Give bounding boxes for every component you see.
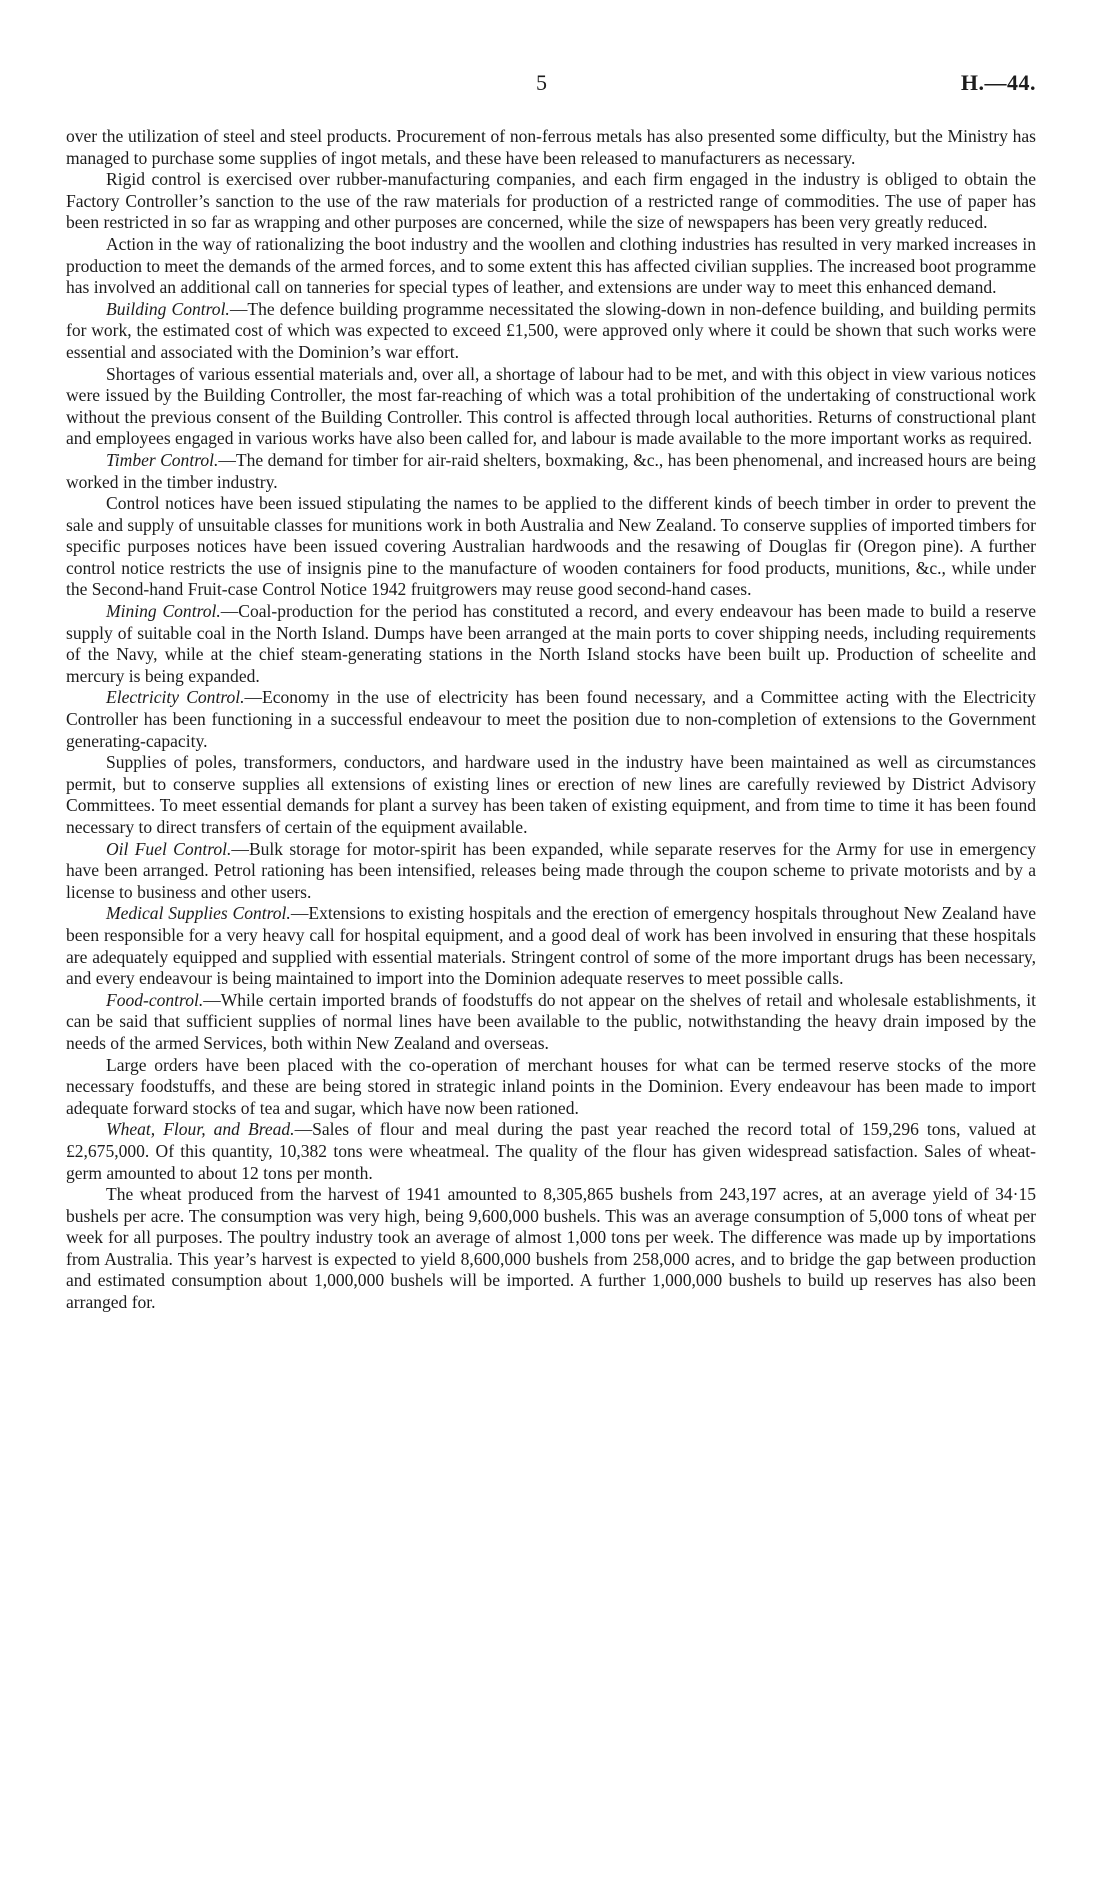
paragraph-heading: Medical Supplies Control. xyxy=(106,903,291,924)
paragraph xyxy=(66,839,1036,904)
page-number: 5 xyxy=(536,70,548,95)
paragraph-text: —Sales of flour and meal during the past year reached the record total of 159,296 tons, valued at £2,675,000. Of this quantity, 10,382 tons were wheatmeal. The quality of the flour has given widespread satisfaction. Sales of wheat-germ amounted to about 12 tons per month. xyxy=(66,1119,1036,1183)
paragraph xyxy=(66,234,1036,299)
paragraph-text: —The demand for timber for air-raid shelters, boxmaking, &c., has been phenomenal, and increased hours are being worked in the timber industry. xyxy=(66,449,1036,492)
paragraph-heading: Electricity Control. xyxy=(106,687,245,708)
paragraph-heading: Wheat, Flour, and Bread. xyxy=(106,1119,295,1140)
paragraph xyxy=(66,493,1036,601)
paragraph xyxy=(66,687,1036,752)
paragraph-text: —While certain imported brands of foodstuffs do not appear on the shelves of retail and wholesale establishments, it can be said that sufficient supplies of normal lines have been available to the public, notwithstanding the heavy drain imposed by the needs of the armed Services, both within New Zealand and overseas. xyxy=(66,989,1036,1053)
paragraph xyxy=(66,752,1036,838)
paragraph-text: over the utilization of steel and steel products. Procurement of non-ferrous metals has also presented some difficulty, but the Ministry has managed to purchase some supplies of ingot metals, and these have been released to manufacturers as necessary. xyxy=(66,126,1036,168)
paragraph-text: —Coal-production for the period has constituted a record, and every endeavour has been made to build a reserve supply of suitable coal in the North Island. Dumps have been arranged at the main ports to cover shipping needs, including requirements of the Navy, while at the chief steam-generating stations in the North Island stocks have been built up. Production of scheelite and mercury is being expanded. xyxy=(66,601,1036,686)
page-header xyxy=(66,70,1036,126)
paragraph xyxy=(66,903,1036,989)
paragraph-heading: Timber Control. xyxy=(106,449,219,470)
paragraph xyxy=(66,1119,1036,1184)
paragraph-text: Control notices have been issued stipulating the names to be applied to the different kinds of beech timber in order to prevent the sale and supply of unsuitable classes for munitions work in both Australia and New Zealand. To conserve supplies of imported timbers for specific purposes notices have been issued covering Australian hardwoods and the resawing of Douglas fir (Oregon pine). A further control notice restricts the use of insignis pine to the manufacture of wooden containers for food products, munitions, &c., while under the Second-hand Fruit-case Control Notice 1942 fruitgrowers may reuse good second-hand cases. xyxy=(66,493,1036,600)
paragraph xyxy=(66,126,1036,169)
paragraph-text: Supplies of poles, transformers, conductors, and hardware used in the industry have been maintained as well as circumstances permit, but to conserve supplies all extensions of existing lines or erection of new lines are carefully reviewed by District Advisory Committees. To meet essential demands for plant a survey has been taken of existing equipment, and from time to time it has been found necessary to direct transfers of certain of the equipment available. xyxy=(66,752,1036,837)
paragraph xyxy=(66,1055,1036,1120)
paragraph xyxy=(66,299,1036,364)
paragraph xyxy=(66,990,1036,1055)
paragraph-text: Rigid control is exercised over rubber-manufacturing companies, and each firm engaged in the industry is obliged to obtain the Factory Controller’s sanction to the use of the raw materials for production of a restricted range of commodities. The use of paper has been restricted in so far as wrapping and other purposes are concerned, while the size of newspapers has been very greatly reduced. xyxy=(66,169,1036,233)
paragraph-heading: Oil Fuel Control. xyxy=(106,838,232,859)
document-reference: H.—44. xyxy=(960,70,1036,95)
paragraph-text: —The defence building programme necessitated the slowing-down in non-defence building, and building permits for work, the estimated cost of which was expected to exceed £1,500, were approved only where it could be shown that such works were essential and associated with the Dominion’s war effort. xyxy=(66,298,1036,362)
paragraph-text: Large orders have been placed with the co-operation of merchant houses for what can be termed reserve stocks of the more necessary foodstuffs, and these are being stored in strategic inland points in the Dominion. Every endeavour has been made to import adequate forward stocks of tea and sugar, which have now been rationed. xyxy=(66,1054,1036,1118)
paragraph-heading: Mining Control. xyxy=(106,601,221,622)
paragraph xyxy=(66,169,1036,234)
body-text xyxy=(66,126,1036,1314)
paragraph-text: Shortages of various essential materials and, over all, a shortage of labour had to be met, and with this object in view various notices were issued by the Building Controller, the most far-reaching of which was a total prohibition of the undertaking of constructional work without the previous consent of the Building Controller. This control is affected through local authorities. Returns of constructional plant and employees engaged in various works have also been called for, and labour is made available to the more important works as required. xyxy=(66,363,1036,449)
paragraph-text: The wheat produced from the harvest of 1941 amounted to 8,305,865 bushels from 243,197 acres, at an average yield of 34·15 bushels per acre. The consumption was very high, being 9,600,000 bushels. This was an average consumption of 5,000 tons of wheat per week for all purposes. The poultry industry took an average of almost 1,000 tons per week. The difference was made up by importations from Australia. This year’s harvest is expected to yield 8,600,000 bushels from 258,000 acres, and to bridge the gap between production and estimated consumption about 1,000,000 bushels will be imported. A further 1,000,000 bushels to build up reserves has also been arranged for. xyxy=(66,1184,1036,1313)
paragraph-heading: Food-control. xyxy=(106,989,204,1010)
paragraph-text: —Extensions to existing hospitals and the erection of emergency hospitals throughout New Zealand have been responsible for a very heavy call for hospital equipment, and a good deal of work has been involved in ensuring that these hospitals are adequately equipped and supplied with essential materials. Stringent control of some of the more important drugs has been necessary, and every endeavour is being maintained to import into the Dominion adequate reserves to meet possible calls. xyxy=(66,903,1036,989)
paragraph xyxy=(66,364,1036,450)
paragraph xyxy=(66,1184,1036,1314)
paragraph-text: Action in the way of rationalizing the boot industry and the woollen and clothing industries has resulted in very marked increases in production to meet the demands of the armed forces, and to some extent this has affected civilian supplies. The increased boot programme has involved an additional call on tanneries for special types of leather, and extensions are under way to meet this enhanced demand. xyxy=(66,233,1036,298)
paragraph xyxy=(66,601,1036,687)
paragraph xyxy=(66,450,1036,493)
paragraph-text: —Economy in the use of electricity has been found necessary, and a Committee acting with the Electricity Controller has been functioning in a successful endeavour to meet the position due to non-completion of extensions to the Government generating-capacity. xyxy=(66,687,1036,751)
paragraph-heading: Building Control. xyxy=(106,298,230,319)
paragraph-text: —Bulk storage for motor-spirit has been expanded, while separate reserves for the Army for use in emergency have been arranged. Petrol rationing has been intensified, releases being made through the coupon scheme to private motorists and by a license to business and other users. xyxy=(66,838,1036,902)
